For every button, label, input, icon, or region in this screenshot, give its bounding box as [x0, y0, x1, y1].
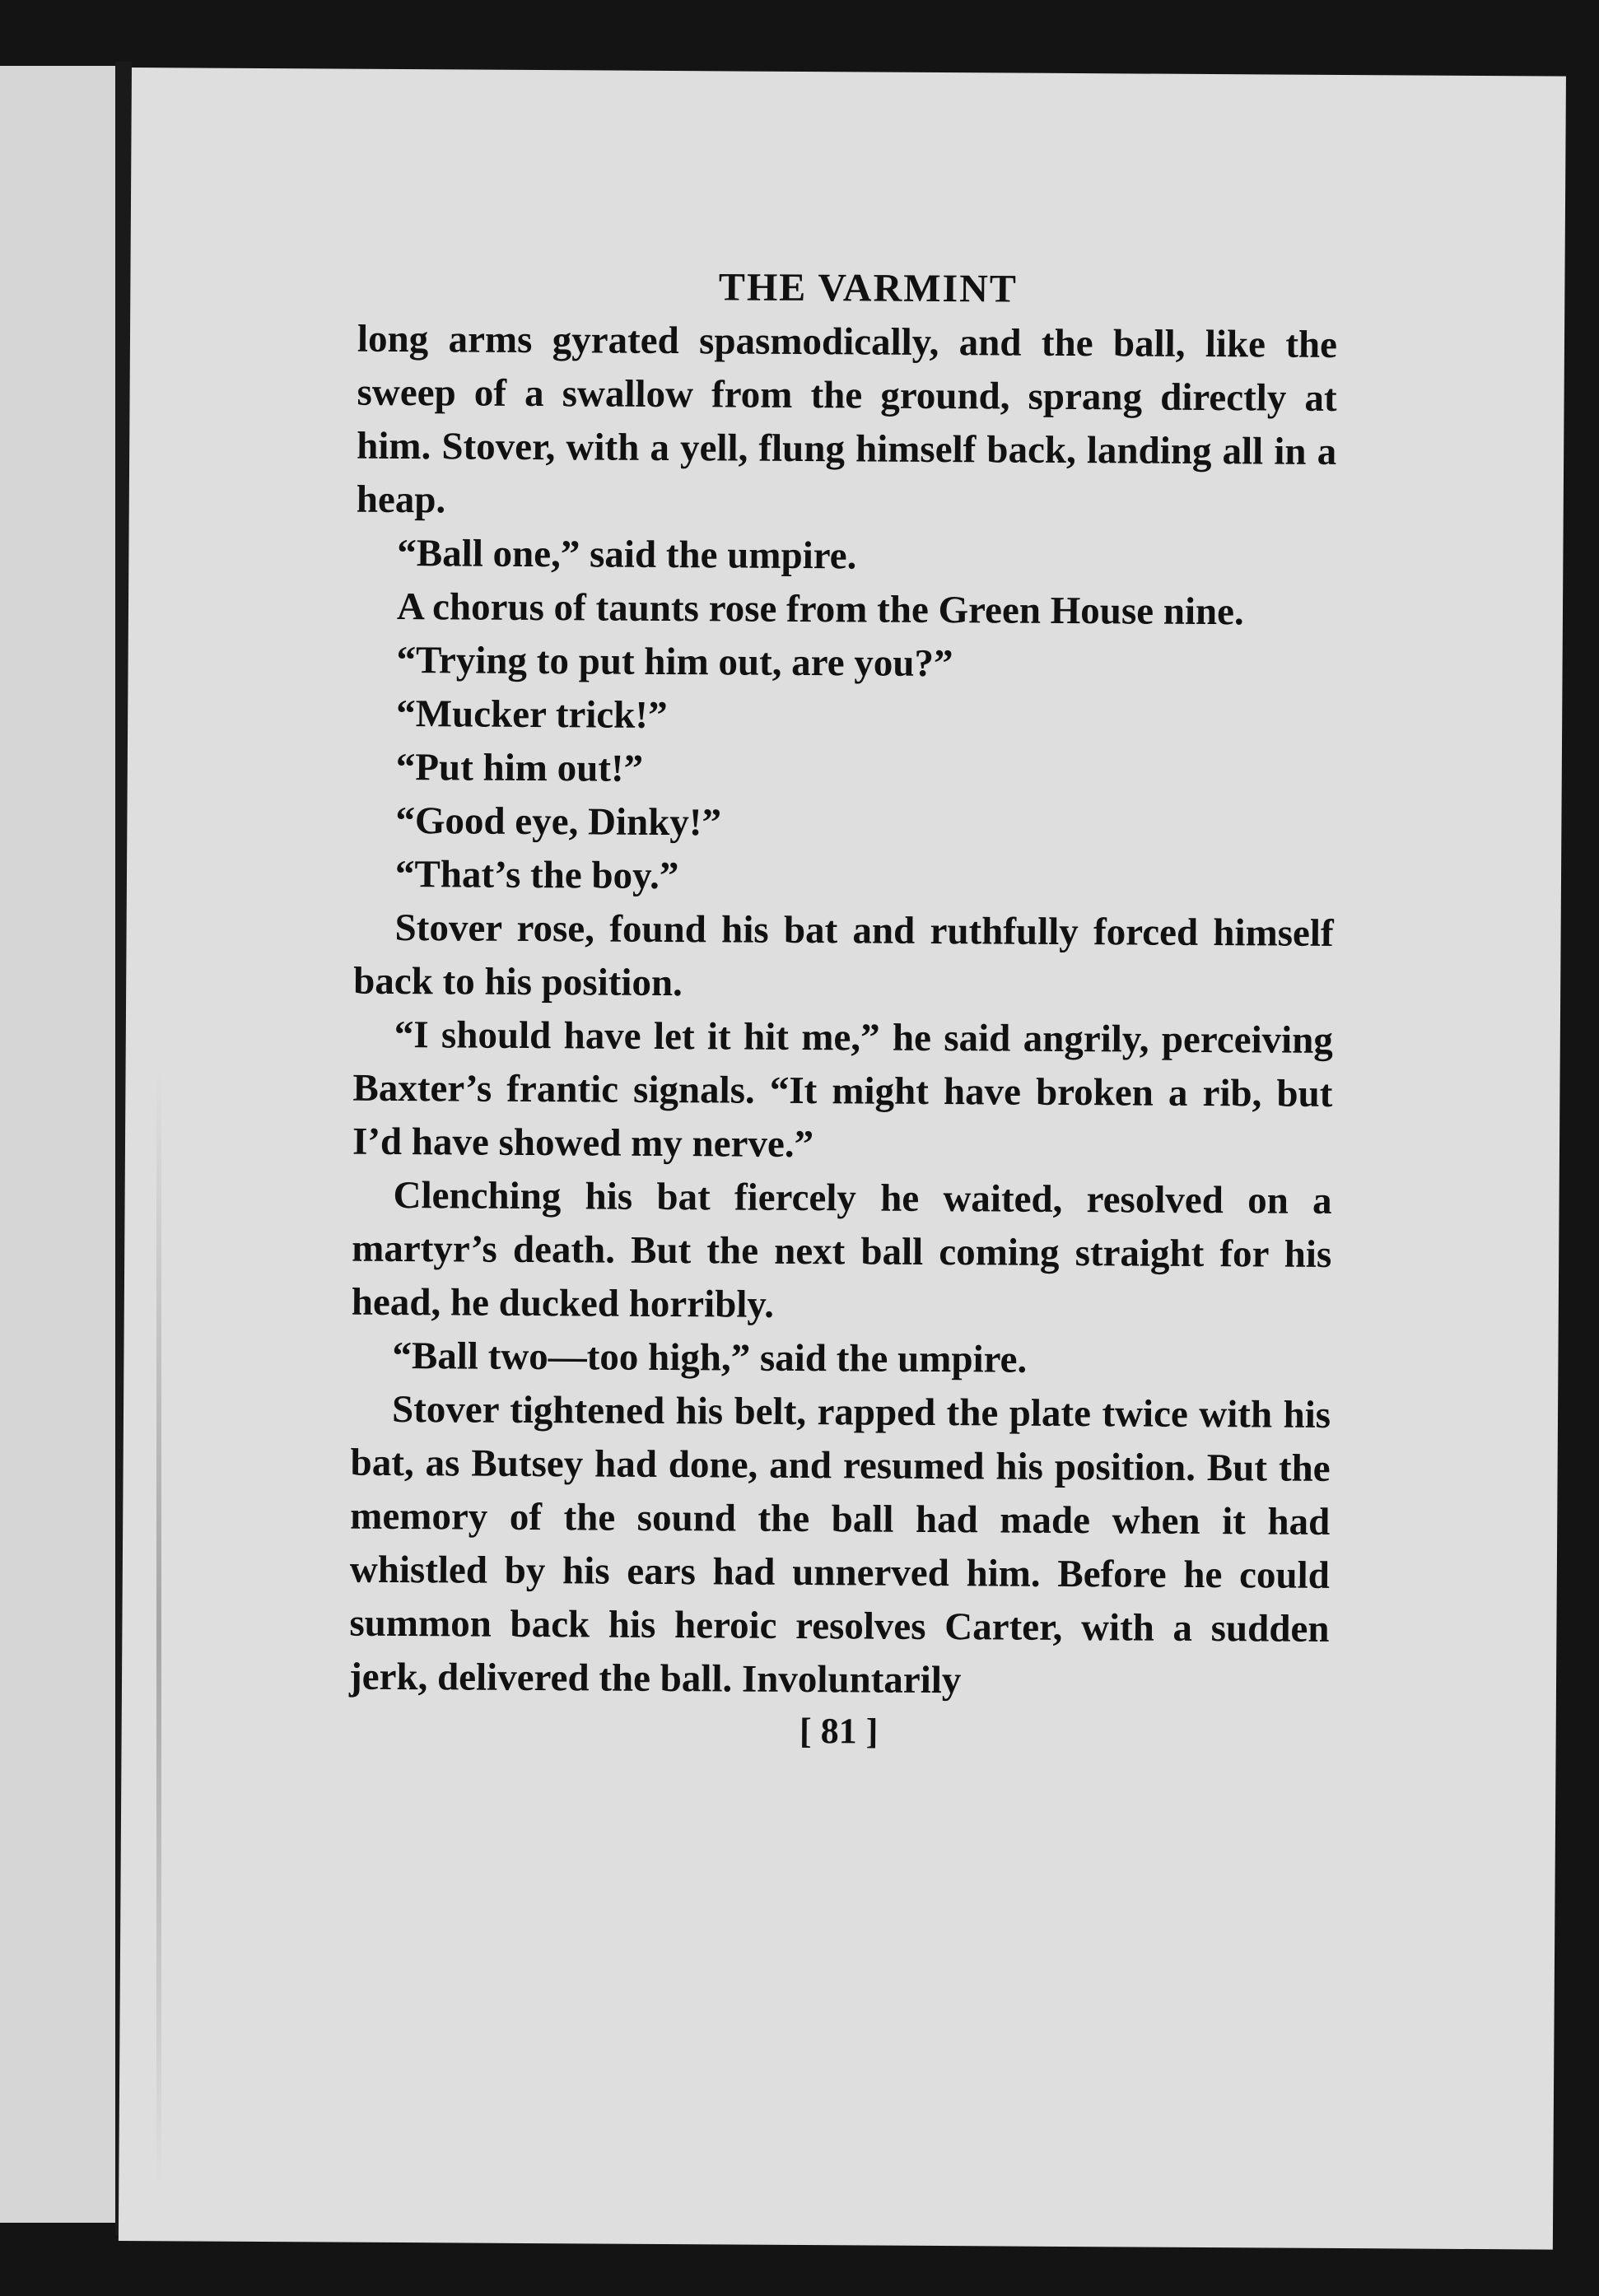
paragraph: “Mucker trick!”	[396, 692, 668, 737]
paragraph: Clenching his bat fiercely he waited, resolved on a martyr’s death. But the next ball coming straight for his head, he ducked horribly.	[351, 1173, 1332, 1326]
page-number: [ 81 ]	[799, 1710, 879, 1752]
page-text-block	[348, 260, 1337, 1759]
paragraph: “Ball two—too high,” said the umpire.	[392, 1334, 1028, 1381]
paragraph: Stover rose, found his bat and ruthfully forced himself back to his position.	[353, 906, 1334, 1005]
paragraph: “I should have let it hit me,” he said angrily, perceiving Baxter’s frantic signals. “It might have broken a rib, but I’d have showed my nerve.”	[352, 1013, 1333, 1167]
paragraph: “Good eye, Dinky!”	[395, 799, 722, 845]
paragraph: “Ball one,” said the umpire.	[397, 531, 857, 578]
book-page	[119, 68, 1566, 2250]
running-head: THE VARMINT	[718, 265, 1019, 311]
paragraph: A chorus of taunts rose from the Green House nine.	[396, 584, 1244, 634]
paragraph: “Trying to put him out, are you?”	[396, 638, 953, 686]
paragraph: Stover tightened his belt, rapped the plate twice with his bat, as Butsey had done, and resumed his position. But the memory of the sound the ball had made when it had whistled by his ears had unnerved him. Before he could summon back his heroic resolves Carter, with a sudden jerk, delivered the ball. Involuntarily	[348, 1387, 1331, 1702]
scan-shadow	[156, 1070, 161, 2190]
paragraph: “That’s the boy.”	[394, 852, 679, 898]
left-page-edge	[0, 66, 119, 2223]
paragraph: long arms gyrated spasmodically, and the ball, like the sweep of a swallow from the ground, sprang directly at him. Stover, with a yell, flung himself back, landing all in a heap.	[356, 317, 1338, 522]
body-text	[349, 313, 1337, 1710]
paragraph: “Put him out!”	[395, 745, 644, 790]
